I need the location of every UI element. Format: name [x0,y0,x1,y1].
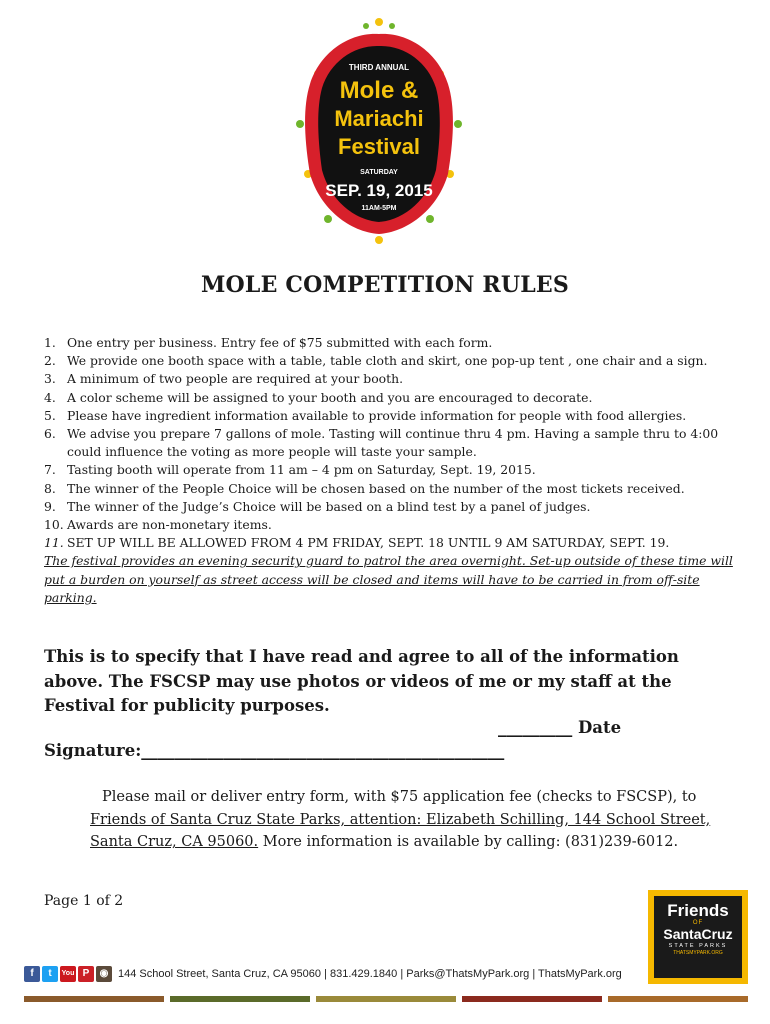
rule-item: 4. A color scheme will be assigned to your booth and you are encouraged to decorate. [44,389,593,405]
security-note: The festival provides an evening security guard to patrol the area overnight. Set-up outside of these time will put a burden on yourself as street access will be closed and items will have to be carried in from off-site parking. [44,553,733,605]
rules-list [44,334,734,607]
rule-item: 7. Tasting booth will operate from 11 am – 4 pm on Saturday, Sept. 19, 2015. [44,462,536,478]
rule-item: 10. Awards are non-monetary items. [44,517,272,533]
mail-line-3: Santa Cruz, CA 95060. More information is available by calling: (831)239-6012. [90,834,679,850]
footer-color-bars [24,996,748,1002]
mail-line-2: Friends of Santa Cruz State Parks, attention: Elizabeth Schilling, 144 School Street, [90,811,711,828]
rule-item: 9. The winner of the Judge’s Choice will be based on a blind test by a panel of judges. [44,498,591,514]
logo-of-text: OF [692,920,704,926]
rule-item: 3. A minimum of two people are required at your booth. [44,371,404,387]
youtube-icon[interactable]: You [60,966,76,982]
twitter-icon[interactable]: t [42,966,58,982]
color-bar [24,996,164,1002]
logo-line-5: SATURDAY [360,169,398,176]
pinterest-icon[interactable]: P [78,966,94,982]
rule-item: 1. One entry per business. Entry fee of $75 submitted with each form. [44,335,493,350]
logo-line-7: 11AM-5PM [361,205,397,212]
logo-url-text: THATSMYPARK.ORG [673,950,723,956]
facebook-icon[interactable]: f [24,966,40,982]
social-icons [24,966,112,982]
logo-santacruz-text: SantaCruz [663,926,733,942]
signature-field: Signature:____________________________________________ [44,741,505,760]
logo-line-3: Mariachi [334,106,424,131]
rule-item: 8. The winner of the People Choice will be chosen based on the number of the most tickets received. [44,480,685,496]
page-title: MOLE COMPETITION RULES [200,272,569,298]
footer-contact: 144 School Street, Santa Cruz, CA 95060 | 831.429.1840 | Parks@ThatsMyPark.org | ThatsMyPark.org [118,968,622,980]
rule-item: 5. Please have ingredient information available to provide information for people with food allergies. [44,407,687,423]
logo-line-1: THIRD ANNUAL [348,63,410,72]
date-field: _________ Date [498,718,622,737]
color-bar [316,996,456,1002]
rule-item: 2. We provide one booth space with a table, table cloth and skirt, one pop-up tent , one chair and a sign. [44,353,708,369]
color-bar [170,996,310,1002]
agreement-statement: This is to specify that I have read and agree to all of the information above. The FSCSP may use photos or videos of me or my staff at the Festival for publicity purposes. [44,647,679,715]
logo-line-2: Mole & [339,77,419,104]
color-bar [462,996,602,1002]
rule-item-setup: 11. SET UP WILL BE ALLOWED FROM 4 PM FRIDAY, SEPT. 18 UNTIL 9 AM SATURDAY, SEPT. 19. [44,535,670,551]
logo-state-parks-text: STATE PARKS [668,943,728,949]
instagram-icon[interactable]: ◉ [96,966,112,982]
rule-item: 6. We advise you prepare 7 gallons of mole. Tasting will continue thru 4 pm. Having a sample thru to 4:00 could influence the voting as more people will taste your sample. [44,426,719,460]
logo-friends-text: Friends [667,901,729,920]
logo-line-4: Festival [338,134,420,159]
logo-line-6: SEP. 19, 2015 [325,181,433,200]
page-number: Page 1 of 2 [44,893,124,909]
friends-santa-cruz-logo [648,890,748,984]
mail-line-1: Please mail or deliver entry form, with $75 application fee (checks to FSCSP), to [102,789,697,805]
festival-logo [288,14,470,246]
color-bar [608,996,748,1002]
mailing-instructions [90,786,740,854]
